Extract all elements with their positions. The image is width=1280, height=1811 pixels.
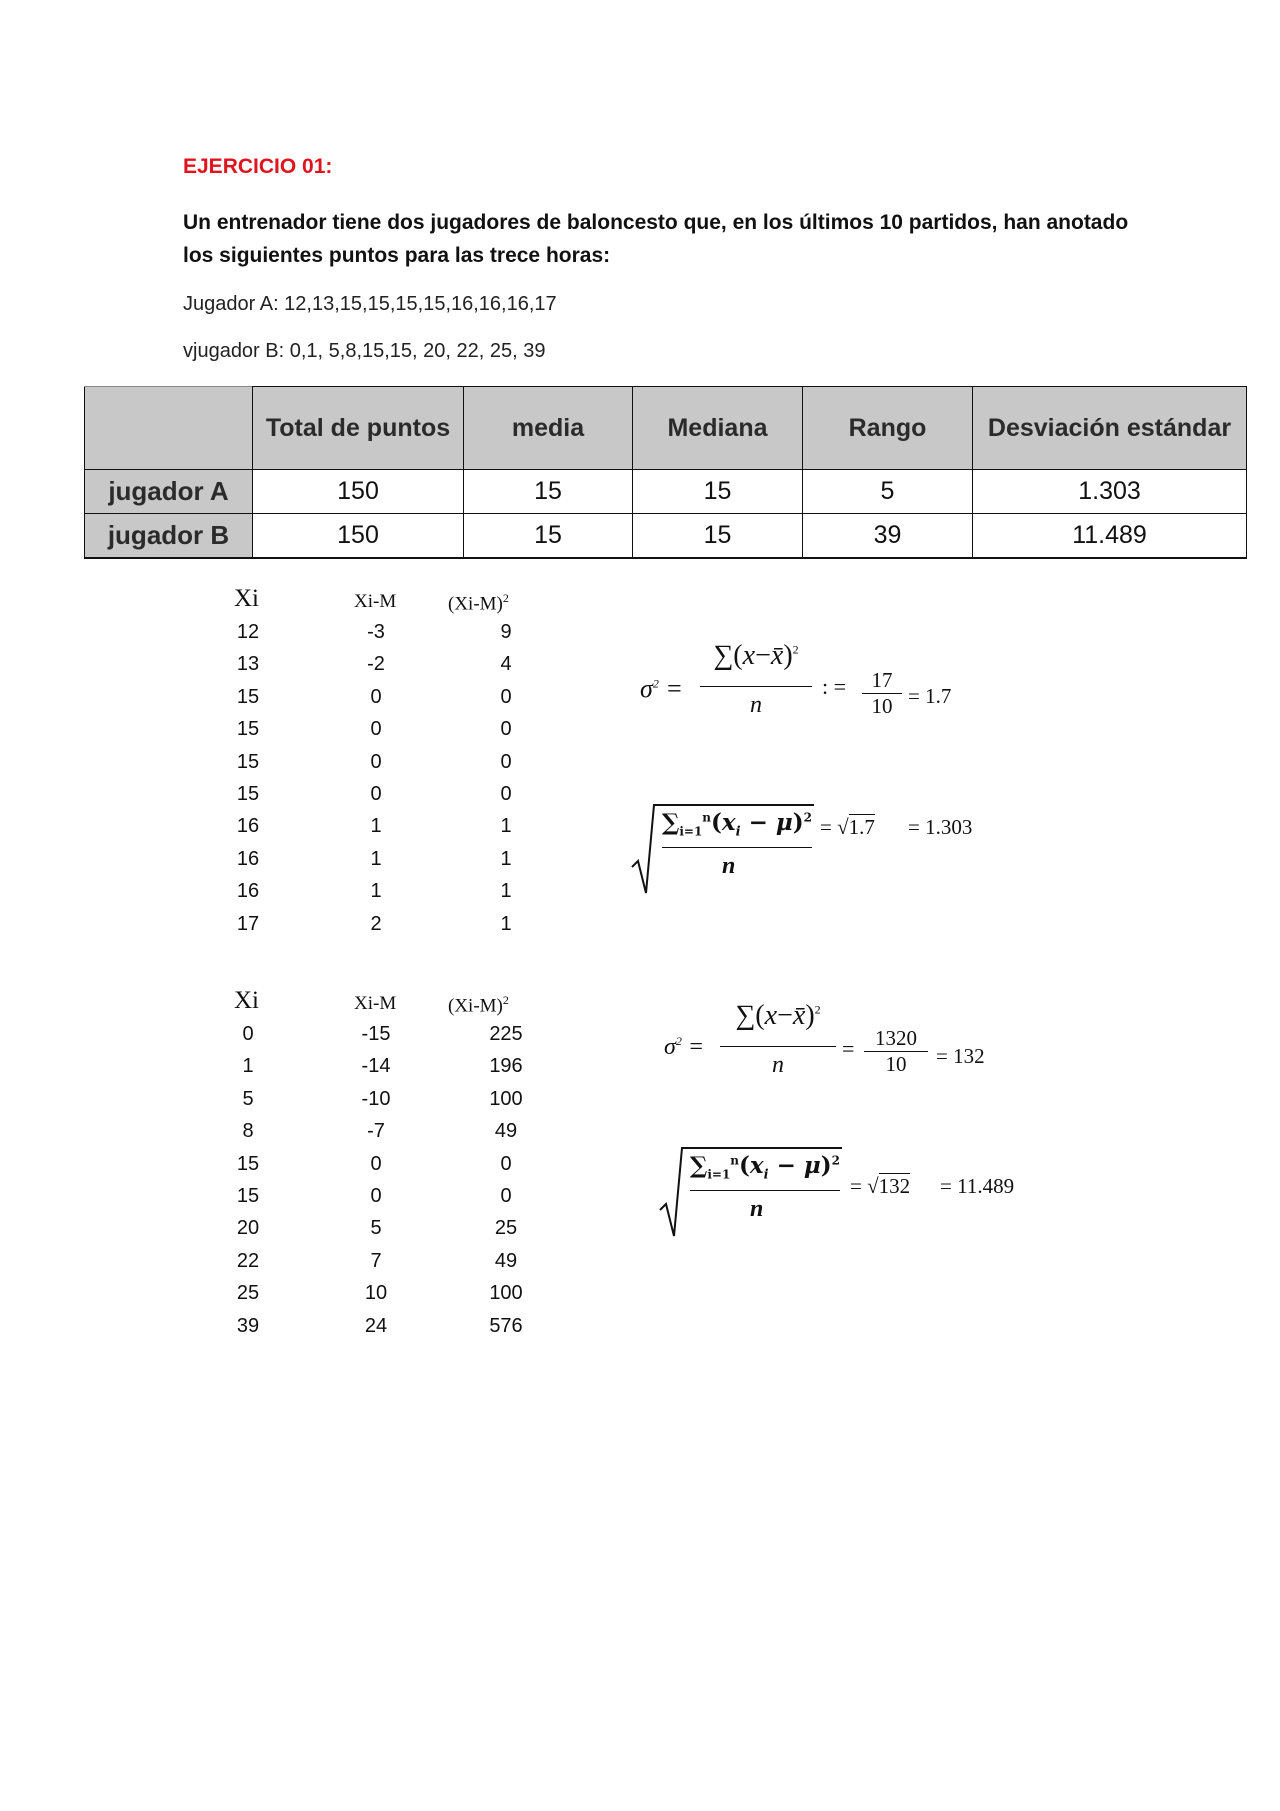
variance-denominator: 10 (864, 1051, 928, 1077)
xi-cell: 17 (236, 912, 260, 935)
sq-header-exponent: 2 (502, 591, 509, 605)
xim-cell: -2 (367, 653, 385, 676)
sq-cell: 225 (489, 1023, 523, 1045)
table-row (218, 1311, 558, 1343)
table-row (218, 1213, 558, 1245)
xi-cell: 39 (236, 1314, 260, 1337)
table-row (218, 617, 558, 649)
variance-result: = 132 (936, 1044, 985, 1068)
sq-cell: 1 (500, 880, 512, 903)
desviacion-cell: 11.489 (973, 514, 1247, 559)
xim-cell: 0 (370, 750, 382, 773)
stddev-result: = 1.303 (908, 815, 973, 839)
sq-cell: 49 (494, 1120, 518, 1143)
jugador-b-data: vjugador B: 0,1, 5,8,15,15, 20, 22, 25, 39 (183, 340, 546, 362)
xim-cell: 1 (370, 815, 382, 838)
sigma-squared-symbol: $\sigma^2$ = (664, 1034, 705, 1060)
sum-expression: $\sum_{i=1}^n(x_i - \mu)^2$ (690, 1152, 840, 1183)
summary-header-mediana: Mediana (633, 387, 803, 470)
variance-fraction (862, 668, 902, 719)
table-row (218, 1181, 558, 1213)
stddev-result: = 11.489 (940, 1174, 1015, 1198)
sqrt-expression: = √132 (850, 1174, 911, 1198)
equals-sign: = (842, 1036, 855, 1061)
xim-cell: 0 (370, 1152, 382, 1175)
mediana-cell: 15 (633, 470, 803, 514)
table-row (218, 649, 558, 681)
table-row (218, 1116, 558, 1148)
variance-formula-b (664, 1000, 1064, 1090)
deviation-table-b (218, 987, 558, 1343)
summary-row-a (85, 470, 1247, 514)
sigma-squared-symbol: $\sigma^2$ = (640, 674, 683, 703)
table-row (218, 876, 558, 908)
xi-header: Xi (234, 585, 259, 612)
stddev-formula-b (656, 1138, 1076, 1238)
variance-numerator: 1320 (875, 1026, 917, 1050)
total-cell: 150 (253, 470, 464, 514)
xim-cell: 0 (370, 718, 382, 741)
row-label: jugador B (85, 514, 253, 559)
jugador-a-data: Jugador A: 12,13,15,15,15,15,16,16,16,17 (183, 293, 557, 315)
n-denominator: n (750, 1196, 764, 1222)
xi-cell: 16 (236, 815, 260, 838)
table-row (218, 811, 558, 843)
deviation-table-header (218, 987, 558, 1019)
xim-cell: 0 (370, 1184, 382, 1207)
mediana-cell: 15 (633, 514, 803, 559)
summary-header-desviacion: Desviación estándar (973, 387, 1247, 470)
xim-cell: -15 (361, 1023, 391, 1045)
xim-cell: 2 (370, 912, 382, 935)
sqrt-inner: 1.7 (848, 815, 875, 839)
deviation-table-body (218, 617, 558, 941)
summary-header-media: media (464, 387, 633, 470)
xi-cell: 8 (242, 1120, 254, 1143)
sq-cell: 100 (489, 1087, 523, 1110)
table-row (218, 1019, 558, 1051)
summary-header-row (85, 387, 1247, 470)
sq-cell: 0 (500, 718, 512, 741)
xi-cell: 15 (236, 1184, 260, 1207)
xim-header: Xi-M (354, 993, 397, 1014)
rango-cell: 5 (803, 470, 973, 514)
sum-expression: ∑(x−x̄)$^2$ (713, 640, 799, 671)
sq-cell: 576 (489, 1314, 523, 1337)
xim-cell: 24 (364, 1314, 388, 1337)
media-cell: 15 (464, 470, 633, 514)
sq-cell: 1 (500, 847, 512, 870)
sq-cell: 0 (500, 782, 512, 805)
xi-cell: 16 (236, 847, 260, 870)
deviation-table-body (218, 1019, 558, 1343)
deviation-table-header (218, 585, 558, 617)
xim-cell: 1 (370, 847, 382, 870)
sq-header (448, 993, 509, 1017)
xi-cell: 5 (242, 1087, 254, 1110)
xim-cell: -3 (367, 621, 385, 643)
table-row (218, 1149, 558, 1181)
variance-fraction (864, 1026, 928, 1077)
exercise-title: EJERCICIO 01: (183, 155, 333, 178)
sq-cell: 1 (500, 912, 512, 935)
xi-cell: 25 (236, 1282, 260, 1305)
sum-expression: ∑(x−x̄)$^2$ (735, 1000, 821, 1031)
xi-cell: 16 (236, 880, 260, 903)
summary-header-rango: Rango (803, 387, 973, 470)
fraction-bar (700, 686, 812, 687)
xi-header: Xi (234, 987, 259, 1014)
deviation-table-a (218, 585, 558, 941)
sq-header-base: (Xi-M) (448, 593, 503, 615)
xim-cell: 1 (370, 880, 382, 903)
variance-result: = 1.7 (908, 684, 952, 708)
sq-cell: 0 (500, 1152, 512, 1175)
row-label: jugador A (85, 470, 253, 514)
variance-numerator: 17 (871, 668, 893, 692)
sq-cell: 196 (489, 1055, 523, 1078)
table-row (218, 682, 558, 714)
sum-expression: $\sum_{i=1}^n(x_i - \mu)^2$ (662, 809, 812, 840)
xim-cell: -14 (361, 1055, 391, 1078)
xim-cell: 7 (370, 1249, 382, 1272)
xi-cell: 15 (236, 685, 260, 708)
problem-statement: Un entrenador tiene dos jugadores de baloncesto que, en los últimos 10 partidos, han anotado los siguientes puntos para las trece horas: (183, 211, 1129, 267)
table-row (218, 1051, 558, 1083)
fraction-bar (720, 1046, 836, 1047)
desviacion-cell: 1.303 (973, 470, 1247, 514)
variance-formula-a (640, 640, 1000, 730)
rango-cell: 39 (803, 514, 973, 559)
equals-sign: : = (822, 674, 847, 699)
variance-denominator: 10 (862, 693, 902, 719)
summary-header-corner (85, 387, 253, 470)
stddev-formula-a (628, 795, 1048, 895)
xi-cell: 13 (236, 653, 260, 676)
table-row (218, 1278, 558, 1310)
xim-cell: -10 (361, 1087, 391, 1110)
sq-header-base: (Xi-M) (448, 995, 503, 1017)
table-row (218, 909, 558, 941)
table-row (218, 1084, 558, 1116)
xim-cell: -7 (367, 1120, 385, 1143)
table-row (218, 714, 558, 746)
sqrt-expression: = √1.7 (820, 815, 875, 839)
table-row (218, 1246, 558, 1278)
sq-cell: 0 (500, 1184, 512, 1207)
sq-cell: 25 (494, 1217, 518, 1240)
table-row (218, 747, 558, 779)
sq-header (448, 591, 509, 615)
xim-cell: 10 (364, 1282, 388, 1305)
total-cell: 150 (253, 514, 464, 559)
xim-cell: 0 (370, 685, 382, 708)
n-denominator: n (722, 853, 736, 879)
xi-cell: 12 (236, 621, 260, 643)
media-cell: 15 (464, 514, 633, 559)
fraction-bar (662, 847, 812, 848)
xim-cell: 0 (370, 782, 382, 805)
sq-cell: 49 (494, 1249, 518, 1272)
fraction-bar (690, 1190, 840, 1191)
summary-row-b (85, 514, 1247, 559)
xi-cell: 0 (242, 1023, 254, 1045)
xim-header: Xi-M (354, 591, 397, 612)
table-row (218, 779, 558, 811)
sq-cell: 0 (500, 750, 512, 773)
n-denominator: n (772, 1052, 784, 1078)
xim-cell: 5 (370, 1217, 382, 1240)
xi-cell: 15 (236, 750, 260, 773)
summary-header-total: Total de puntos (253, 387, 464, 470)
sq-header-exponent: 2 (502, 993, 509, 1007)
xi-cell: 22 (236, 1249, 260, 1272)
sqrt-inner: 132 (878, 1174, 911, 1198)
xi-cell: 1 (242, 1055, 254, 1078)
sq-cell: 100 (489, 1282, 523, 1305)
n-denominator: n (750, 692, 762, 718)
xi-cell: 15 (236, 782, 260, 805)
sq-cell: 0 (500, 685, 512, 708)
xi-cell: 15 (236, 1152, 260, 1175)
sq-cell: 9 (500, 621, 512, 643)
xi-cell: 15 (236, 718, 260, 741)
table-row (218, 844, 558, 876)
sq-cell: 1 (500, 815, 512, 838)
summary-table (84, 386, 1247, 559)
sq-cell: 4 (500, 653, 512, 676)
xi-cell: 20 (236, 1217, 260, 1240)
